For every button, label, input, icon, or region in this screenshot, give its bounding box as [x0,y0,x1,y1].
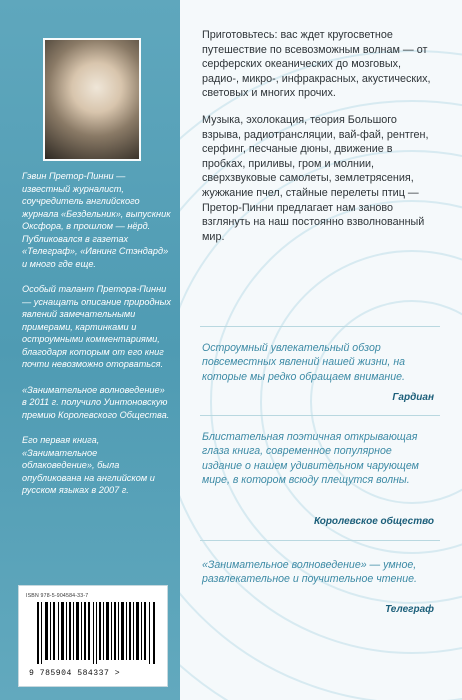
quote-source: Гардиан [392,392,434,403]
barcode-icon [37,602,157,664]
divider [200,540,440,541]
author-photo [43,38,141,161]
intro-paragraph-1: Приготовьтесь: вас ждет кругосветное путешествие по всевозможным волнам — от серферских океанических до мозговых, радио-, микро-, инфракрасных, акустических, световых и многих прочих. [202,29,431,100]
divider [200,415,440,416]
quote-source: Королевское общество [313,516,434,527]
author-talent: Особый талант Претора-Пинни — уснащать описание природных явлений замечательными примерами, картинками и остроумными комментариями, благодаря которым от его книг почти невозможно оторваться. [22,284,171,369]
barcode-digits: 9 785904 584337 > [29,669,121,678]
author-award: «Занимательное волноведение» в 2011 г. получило Уинтоновскую премию Королевского Общества. [22,384,170,420]
quote-text: «Занимательное волноведение» — умное, развлекательное и поучительное чтение. [202,559,417,586]
intro-text [202,28,438,256]
barcode-box [18,585,168,687]
isbn-text: ISBN 978-5-904584-33-7 [26,593,89,599]
intro-paragraph-2: Музыка, эхолокация, теория Большого взрыва, радиотрансляции, вай-фай, рентген, серфинг, песчаные дюны, движение в пробках, приливы, гром и молнии, сверхзвуковые самолеты, землетрясения, жужжание пчел, стайные перелеты птиц — Претор-Пинни предлагает нам заново взглянуть на наш постоянно взволнованный мир. [202,113,429,243]
author-first-book: Его первая книга, «Занимательное облаковедение», была опубликована на английском и русском языках в 2007 г. [22,435,155,495]
author-bio: Гэвин Претор-Пинни — известный журналист, соучредитель английского журнала «Бездельник», выпускник Оксфора, в прошлом — нёрд. Публиковался в газетах «Телеграф», «Ивнинг Стэндард» и много где еще. [22,171,171,269]
divider [200,326,440,327]
author-text [22,170,172,510]
quote-text: Остроумный увлекательный обзор повсеместных явлений нашей жизни, на которые мы редко обращаем внимание. [202,342,406,383]
quote-text: Блистательная поэтичная открывающая глаза книга, современное популярное издание о нашем удивительном чарующем мире, в котором всюду плещутся волны. [202,431,419,487]
quote-source: Телеграф [385,604,434,615]
